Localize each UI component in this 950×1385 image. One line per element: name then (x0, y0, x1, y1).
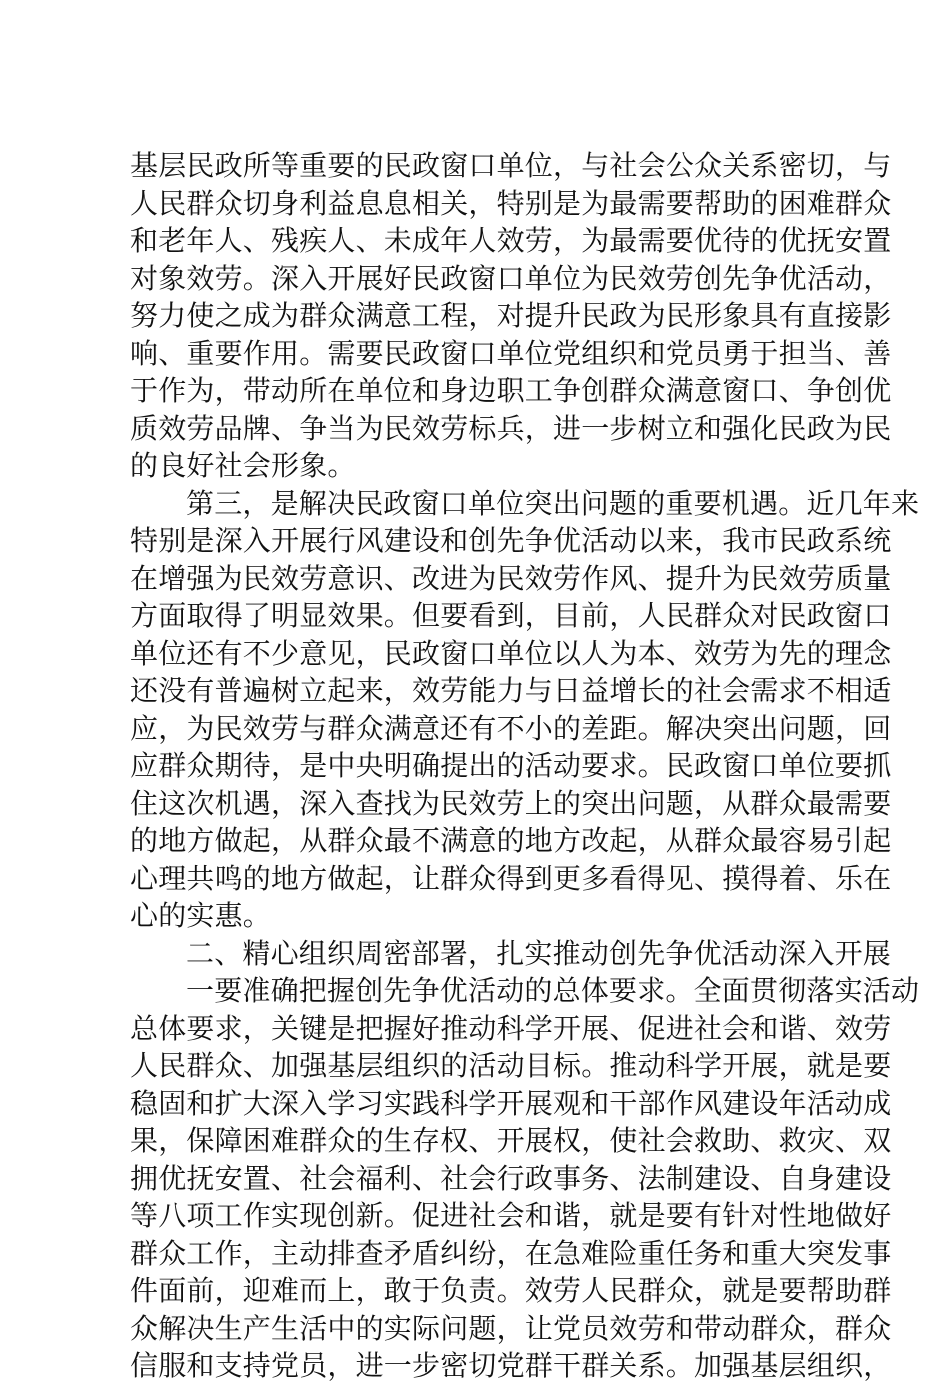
text-line: 心理共鸣的地方做起，让群众得到更多看得见、摸得着、乐在 (130, 861, 892, 895)
text-line: 基层民政所等重要的民政窗口单位，与社会公众关系密切，与 (130, 149, 892, 182)
text-line: 众解决生产生活中的实际问题，让党员效劳和带动群众，群众 (130, 1311, 892, 1345)
text-line: 等八项工作实现创新。促进社会和谐，就是要有针对性地做好 (130, 1199, 892, 1232)
section-heading: 二、精心组织周密部署，扎实推动创先争优活动深入开展 (186, 936, 892, 970)
text-line: 应，为民效劳与群众满意还有不小的差距。解决突出问题，回 (130, 711, 892, 745)
paragraph-start-line: 第三，是解决民政窗口单位突出问题的重要机遇。近几年来 (186, 486, 920, 520)
text-line: 努力使之成为群众满意工程，对提升民政为民形象具有直接影 (130, 299, 892, 332)
paragraph-end-line: 的良好社会形象。 (130, 449, 356, 482)
text-line: 方面取得了明显效果。但要看到，目前，人民群众对民政窗口 (130, 599, 892, 632)
paragraph-end-line: 心的实惠。 (130, 899, 272, 932)
text-line: 群众工作，主动排查矛盾纠纷，在急难险重任务和重大突发事 (130, 1236, 892, 1270)
text-line: 稳固和扩大深入学习实践科学开展观和干部作风建设年活动成 (130, 1086, 892, 1120)
text-line: 在增强为民效劳意识、改进为民效劳作风、提升为民效劳质量 (130, 561, 892, 595)
text-line: 件面前，迎难而上，敢于负责。效劳人民群众，就是要帮助群 (130, 1274, 892, 1307)
paragraph-start-line: 一要准确把握创先争优活动的总体要求。全面贯彻落实活动 (186, 974, 920, 1007)
text-line: 拥优抚安置、社会福利、社会行政事务、法制建设、自身建设 (130, 1161, 892, 1195)
text-line: 应群众期待，是中央明确提出的活动要求。民政窗口单位要抓 (130, 749, 892, 782)
text-line: 特别是深入开展行风建设和创先争优活动以来，我市民政系统 (130, 524, 892, 557)
text-line: 还没有普遍树立起来，效劳能力与日益增长的社会需求不相适 (130, 674, 892, 707)
text-line: 信服和支持党员，进一步密切党群干群关系。加强基层组织， (130, 1349, 892, 1382)
document-body (130, 147, 920, 1385)
text-line: 于作为，带动所在单位和身边职工争创群众满意窗口、争创优 (130, 374, 892, 407)
text-line: 的地方做起，从群众最不满意的地方改起，从群众最容易引起 (130, 824, 892, 857)
text-line: 总体要求，关键是把握好推动科学开展、促进社会和谐、效劳 (130, 1011, 892, 1045)
text-line: 对象效劳。深入开展好民政窗口单位为民效劳创先争优活动， (130, 261, 892, 295)
text-line: 果，保障困难群众的生存权、开展权，使社会救助、救灾、双 (130, 1124, 892, 1157)
text-line: 住这次机遇，深入查找为民效劳上的突出问题，从群众最需要 (130, 786, 892, 820)
text-line: 人民群众切身利益息息相关，特别是为最需要帮助的困难群众 (130, 186, 892, 220)
text-line: 响、重要作用。需要民政窗口单位党组织和党员勇于担当、善 (130, 336, 892, 370)
text-line: 和老年人、残疾人、未成年人效劳，为最需要优待的优抚安置 (130, 224, 892, 257)
text-line: 单位还有不少意见，民政窗口单位以人为本、效劳为先的理念 (130, 636, 892, 670)
text-line: 质效劳品牌、争当为民效劳标兵，进一步树立和强化民政为民 (130, 411, 892, 445)
text-line: 人民群众、加强基层组织的活动目标。推动科学开展，就是要 (130, 1049, 892, 1082)
